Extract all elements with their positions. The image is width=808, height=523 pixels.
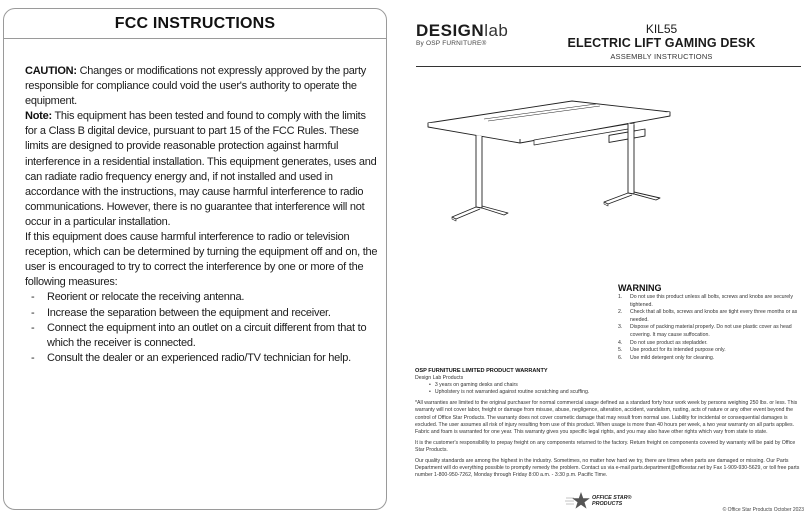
note-label: Note: xyxy=(25,110,52,123)
desk-illustration xyxy=(424,95,674,230)
document-subtitle: ASSEMBLY INSTRUCTIONS xyxy=(610,52,713,61)
warranty-subtitle: Design Lab Products xyxy=(415,375,464,382)
fcc-panel xyxy=(0,0,392,523)
note-paragraph xyxy=(25,109,380,230)
office-star-logo xyxy=(564,490,634,512)
warning-item: 4. Do not use product as stepladder. xyxy=(618,339,708,346)
warranty-contact: Our quality standards are among the highest in the industry. Sometimes, no matter how hard we try, there are times when parts are damaged or missing. Our Parts Department will do everything possible to promptly remedy the problem. Contact us via e-mail parts.department@officestar.net by Fax 1-909-930-5629, or toll free parts number 1-800-950-7262, Monday through Friday 8:00 a.m. - 3:30 p.m. Pacific Time. xyxy=(415,458,800,479)
caution-paragraph xyxy=(25,64,380,109)
left-leg xyxy=(476,135,482,208)
model-number: KIL55 xyxy=(645,22,678,36)
brand-name-bold: DESIGN xyxy=(416,21,485,40)
office-star-wordmark: OFFICE STAR® PRODUCTS xyxy=(592,495,632,507)
warning-title: WARNING xyxy=(618,283,662,293)
brand-name xyxy=(416,22,526,39)
product-panel xyxy=(404,0,808,523)
fcc-title-bar xyxy=(4,9,386,39)
product-name: ELECTRIC LIFT GAMING DESK xyxy=(567,36,756,50)
brand-subtitle: By OSP FURNITURE® xyxy=(416,40,487,47)
warranty-bullet: • 3 years on gaming desks and chairs xyxy=(429,382,803,389)
measure-item: - Reorient or relocate the receiving antenna. xyxy=(25,290,380,305)
warranty-title: OSP FURNITURE LIMITED PRODUCT WARRANTY xyxy=(415,368,548,374)
fcc-body xyxy=(25,64,380,366)
warranty-section xyxy=(415,368,803,479)
warning-item: 3. Dispose of packing material properly. Do not use plastic cover as head covering. It may cause suffocation. xyxy=(618,324,792,338)
measure-item: - Consult the dealer or an experienced radio/TV technician for help. xyxy=(25,351,380,366)
interference-paragraph: If this equipment does cause harmful interference to radio or television reception, which can be determined by turning the equipment off and on, the user is encouraged to try to correct the interference by one or more of the following measures: xyxy=(25,231,378,289)
right-leg xyxy=(628,123,634,194)
brand-name-light: lab xyxy=(484,21,509,40)
warning-list xyxy=(618,294,804,362)
fcc-title: FCC INSTRUCTIONS xyxy=(114,14,276,32)
header-divider xyxy=(416,66,801,67)
copyright: © Office Star Products October 2023 xyxy=(722,507,804,513)
measure-item: - Connect the equipment into an outlet on a circuit different from that to which the receiver is connected. xyxy=(25,321,380,351)
warranty-bullets xyxy=(429,382,803,396)
star-icon xyxy=(564,490,590,512)
warning-item: 6. Use mild detergent only for cleaning. xyxy=(618,354,715,361)
measure-item: - Increase the separation between the equipment and receiver. xyxy=(25,306,380,321)
warranty-terms: *All warranties are limited to the original purchaser for normal commercial usage defined as a standard forty hour work week by persons weighing 250 lbs. or less. This warranty will not cover labor, freight or damage from misuse, abuse, negligence, alteration, accident, vandalism, rusting, acts of nature or any other event beyond the control of Office Star Products. The warranty does not cover cosmetic damage that may result from normal use. Liability for incidental or consequential damages is excluded. The user assumes all risk of injury resulting from use of this product. When usage is more than 40 hours per week, a two year warranty on all parts applies. Fabric and foam is warranted for one year. This warranty gives you specific legal rights, and you may also have other rights which vary from state to state. xyxy=(415,400,798,435)
measures-list xyxy=(25,290,380,365)
warning-item: 5. Use product for its intended purpose only. xyxy=(618,347,726,354)
warning-item: 1. Do not use this product unless all bolts, screws and knobs are securely tightened. xyxy=(618,294,793,308)
warranty-freight: It is the customer's responsibility to prepay freight on any components returned to the factory. Return freight on components covered by warranty will be paid by Office Star Products. xyxy=(415,439,796,453)
product-header xyxy=(534,22,789,61)
caution-label: CAUTION: xyxy=(25,65,77,77)
designlab-logo xyxy=(416,22,526,52)
warranty-bullet: • Upholstery is not warranted against routine scratching and scuffing. xyxy=(429,389,803,396)
note-text: This equipment has been tested and found to comply with the limits for a Class B digital device, pursuant to part 15 of the FCC Rules. These limits are designed to provide reasonable protection against harmful interference in a residential installation. This equipment generates, uses and can radiate radio frequency energy and, if not installed and used in accordance with the instructions, may cause harmful interference to radio communications. However, there is no guarantee that interference will not occur in a particular installation. xyxy=(25,110,377,228)
warning-section xyxy=(618,283,804,362)
warning-item: 2. Check that all bolts, screws and knobs are tight every three months or as needed. xyxy=(618,309,798,323)
caution-text: Changes or modifications not expressly approved by the party responsible for compliance could void the user's authority to operate the equipment. xyxy=(25,65,367,108)
